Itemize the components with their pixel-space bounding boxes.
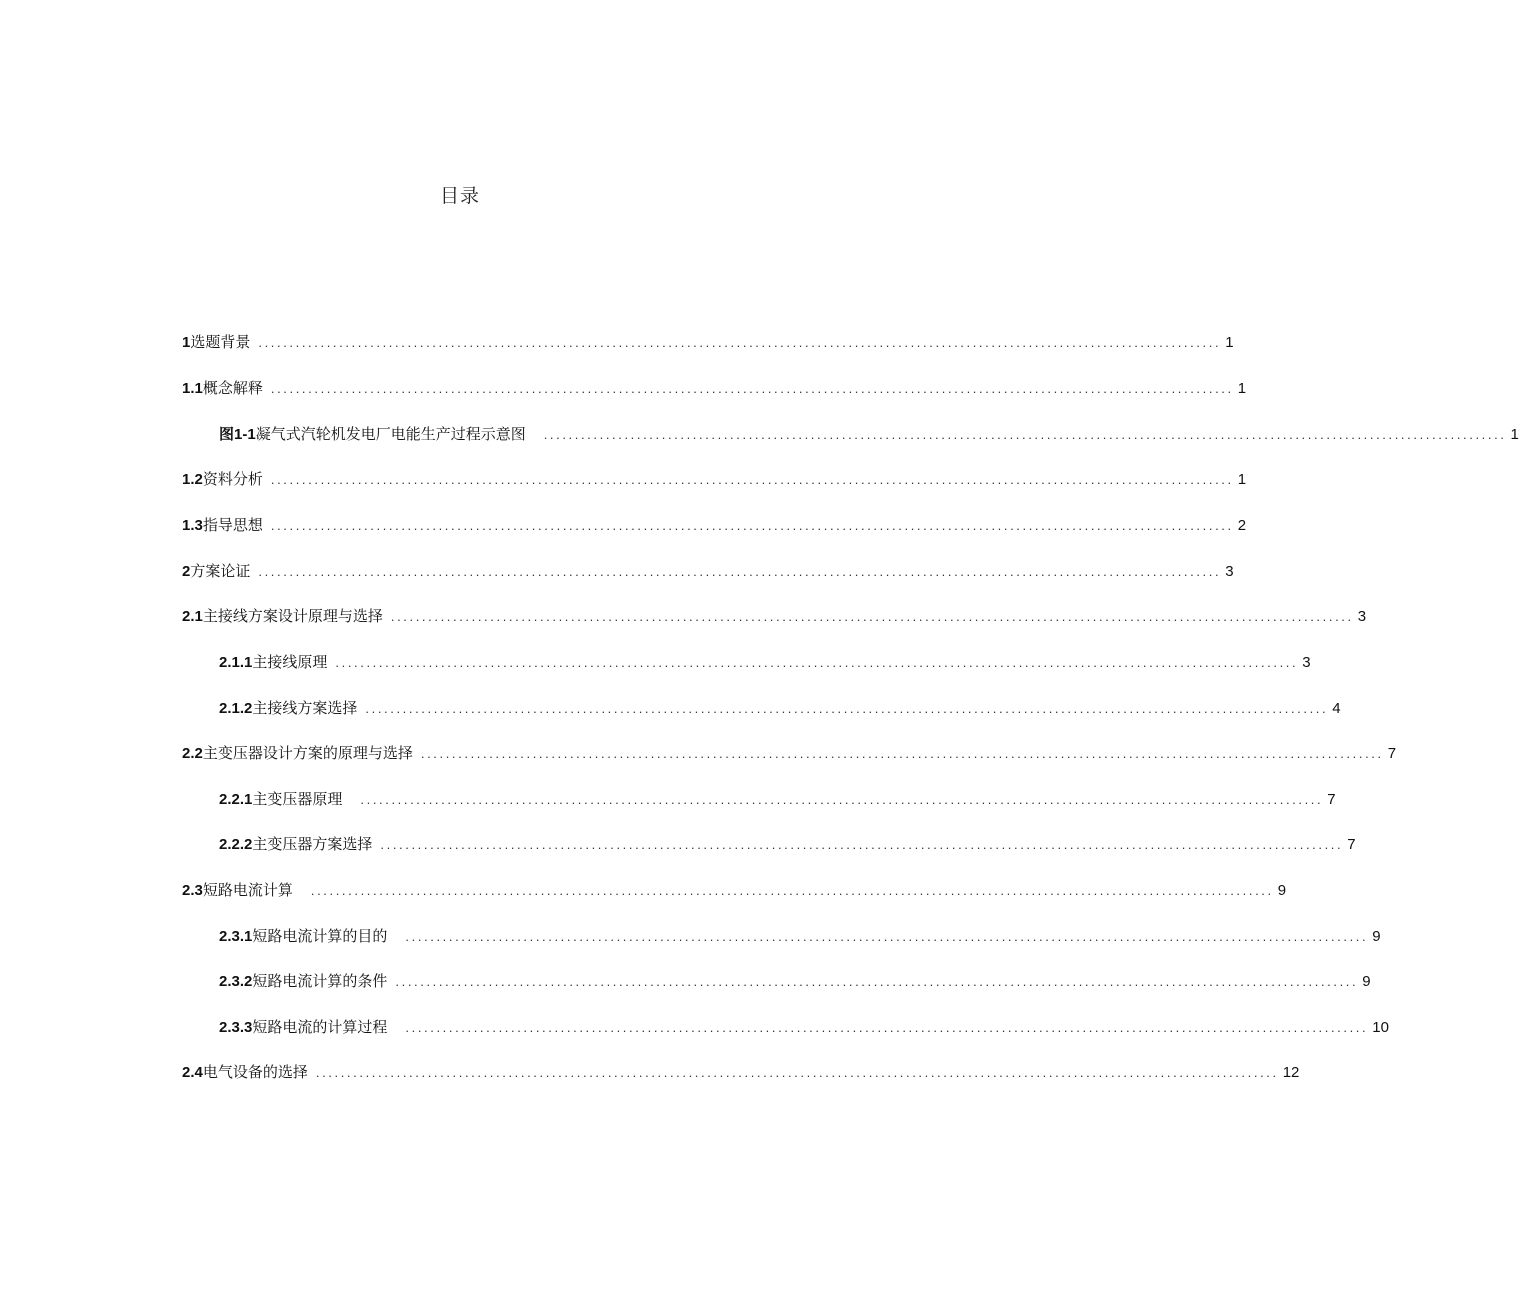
toc-dot-leader: ........................................................................................................................................................... [420, 746, 1384, 761]
toc-entry-number: 2.3.3 [219, 1019, 253, 1036]
toc-entry[interactable] [219, 787, 1336, 811]
toc-page-number: 9 [1372, 928, 1381, 945]
toc-page-number: 12 [1282, 1064, 1300, 1081]
toc-entry[interactable] [219, 650, 1311, 674]
toc-dot-leader: ........................................................................................................................................................... [258, 335, 1222, 350]
toc-dot-leader: ........................................................................................................................................................... [395, 974, 1359, 989]
toc-entry-text: 主变压器方案选择 [252, 835, 373, 853]
toc-dot-leader: ........................................................................................................................................................... [270, 381, 1234, 396]
toc-dot-leader: ........................................................................................................................................................... [310, 883, 1274, 898]
toc-page-number: 2 [1237, 517, 1247, 534]
toc-dot-leader: ........................................................................................................................................................... [270, 472, 1234, 487]
toc-entry-text: 短路电流计算 [202, 881, 293, 899]
toc-entry-number: 2.2.2 [219, 836, 253, 853]
toc-entry-text: 选题背景 [190, 333, 251, 351]
toc-page-number: 7 [1347, 836, 1356, 853]
toc-dot-leader: ........................................................................................................................................................... [315, 1065, 1279, 1080]
toc-page-number: 1 [1237, 471, 1247, 488]
toc-entry-text: 主变压器原理 [252, 790, 343, 808]
toc-page-number: 7 [1387, 745, 1397, 762]
toc-page-number: 9 [1362, 973, 1371, 990]
toc-entry[interactable] [219, 969, 1371, 993]
toc-entry-number: 1.3 [182, 517, 203, 534]
toc-dot-leader: ........................................................................................................................................................... [405, 929, 1369, 944]
toc-entry-text: 概念解释 [202, 379, 263, 397]
toc-entry[interactable] [182, 467, 1247, 491]
toc-entry-text: 短路电流的计算过程 [252, 1018, 388, 1036]
toc-entry[interactable] [182, 604, 1367, 628]
toc-entry-number: 图1-1 [219, 426, 256, 443]
toc-entry-text: 短路电流计算的条件 [252, 972, 388, 990]
toc-entry-text: 指导思想 [202, 516, 263, 534]
toc-dot-leader: ........................................................................................................................................................... [390, 609, 1354, 624]
toc-dot-leader: ........................................................................................................................................................... [360, 792, 1324, 807]
toc-entry-number: 1.1 [182, 380, 203, 397]
toc-entry-number: 2.2.1 [219, 791, 253, 808]
toc-entry[interactable] [182, 513, 1247, 537]
toc-entry-number: 2.3 [182, 882, 203, 899]
toc-entry[interactable] [219, 924, 1381, 948]
toc-page-number: 1 [1510, 426, 1519, 443]
toc-page-number: 7 [1327, 791, 1336, 808]
toc-dot-leader: ........................................................................................................................................................... [543, 427, 1507, 442]
toc-entry-text: 主接线原理 [252, 653, 328, 671]
toc-entry-number: 2.2 [182, 745, 203, 762]
toc-dot-leader: ........................................................................................................................................................... [258, 564, 1222, 579]
toc-entry-number: 2.3.1 [219, 928, 253, 945]
toc-dot-leader: ........................................................................................................................................................... [365, 701, 1329, 716]
toc-entry-number: 2.1 [182, 608, 203, 625]
toc-entry[interactable] [182, 559, 1234, 583]
toc-entry-text: 方案论证 [190, 562, 251, 580]
toc-entry[interactable] [182, 878, 1287, 902]
toc-entry[interactable] [182, 741, 1397, 765]
toc-entry[interactable] [219, 422, 1519, 446]
toc-entry[interactable] [182, 1060, 1300, 1084]
toc-entry-text: 短路电流计算的目的 [252, 927, 388, 945]
toc-page-number: 1 [1225, 334, 1234, 351]
toc-entry-number: 1 [182, 334, 191, 351]
toc-entry-text: 资料分析 [202, 470, 263, 488]
toc-entry-number: 2.1.2 [219, 700, 253, 717]
toc-entry-number: 2 [182, 563, 191, 580]
toc-entry-number: 2.4 [182, 1064, 203, 1081]
toc-entry[interactable] [182, 376, 1247, 400]
toc-dot-leader: ........................................................................................................................................................... [270, 518, 1234, 533]
toc-entry-text: 凝气式汽轮机发电厂电能生产过程示意图 [255, 425, 526, 443]
toc-entry-text: 主接线方案选择 [252, 699, 358, 717]
toc-dot-leader: ........................................................................................................................................................... [380, 837, 1344, 852]
toc-page-number: 4 [1332, 700, 1341, 717]
toc-entry[interactable] [219, 1015, 1389, 1039]
toc-dot-leader: ........................................................................................................................................................... [405, 1020, 1369, 1035]
toc-dot-leader: ........................................................................................................................................................... [335, 655, 1299, 670]
toc-page-number: 3 [1357, 608, 1367, 625]
toc-page-number: 1 [1237, 380, 1247, 397]
toc-entry[interactable] [219, 696, 1341, 720]
toc-entry-number: 1.2 [182, 471, 203, 488]
toc-page-number: 3 [1302, 654, 1311, 671]
toc-page-number: 10 [1372, 1019, 1389, 1036]
toc-entry-number: 2.3.2 [219, 973, 253, 990]
toc-page-number: 9 [1277, 882, 1287, 899]
toc-page-number: 3 [1225, 563, 1234, 580]
toc-entry-number: 2.1.1 [219, 654, 253, 671]
toc-entry-text: 主接线方案设计原理与选择 [202, 607, 383, 625]
toc-entry[interactable] [219, 832, 1356, 856]
toc-entry-text: 电气设备的选择 [202, 1063, 308, 1081]
toc-entry[interactable] [182, 330, 1234, 354]
toc-entry-text: 主变压器设计方案的原理与选择 [202, 744, 413, 762]
toc-title: 目录 [439, 185, 480, 207]
